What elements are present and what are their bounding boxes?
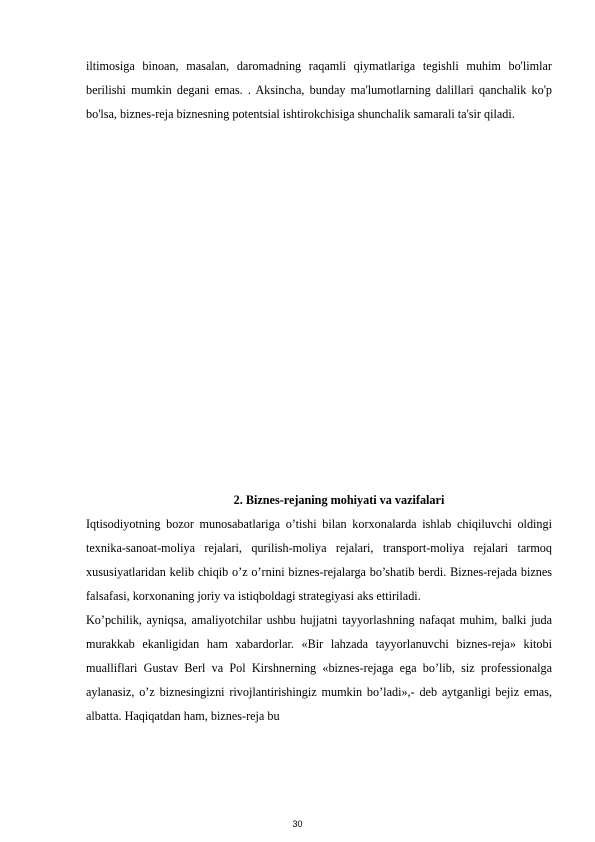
section-heading: 2. Biznes-rejaning mohiyati va vazifalari [233,493,445,507]
page-number: 30 [292,819,303,829]
paragraph-section-1: Iqtisodiyotning bozor munosabatlariga o’tishi bilan korxonalarda ishlab chiqiluvchi oldingi texnika-sanoat-moliya rejalari, qurilish-moliya rejalari, transport-moliya rejalari tarmoq xususiyatlaridan kelib chiqib o’z o’rnini biznes-rejalarga bo’shatib berdi. Biznes-rejada biznes falsafasi, korxonaning joriy va istiqboldagi strategiyasi aks ettiriladi. [86,517,552,603]
paragraph-intro: iltimosiga binoan, masalan, daromadning raqamli qiymatlariga tegishli muhim bo'limlar berilishi mumkin degani emas. . Aksincha, bunday ma'lumotlarning dalillari qanchalik ko'p bo'lsa, biznes-reja biznesning potentsial ishtirokchisiga shunchalik samarali ta'sir qiladi. [86,59,552,121]
paragraph-section-2: Ko’pchilik, ayniqsa, amaliyotchilar ushbu hujjatni tayyorlashning nafaqat muhim, balki juda murakkab ekanligidan ham xabardorlar. «Bir lahzada tayyorlanuvchi biznes-reja» kitobi mualliflari Gustav Berl va Pol Kirshnerning «biznes-rejaga ega bo’lib, siz professionalga aylanasiz, o’z biznesingizni rivojlantirishingiz mumkin bo’ladi»,- deb aytganligi bejiz emas, albatta. Haqiqatdan ham, biznes-reja bu [86,613,552,723]
